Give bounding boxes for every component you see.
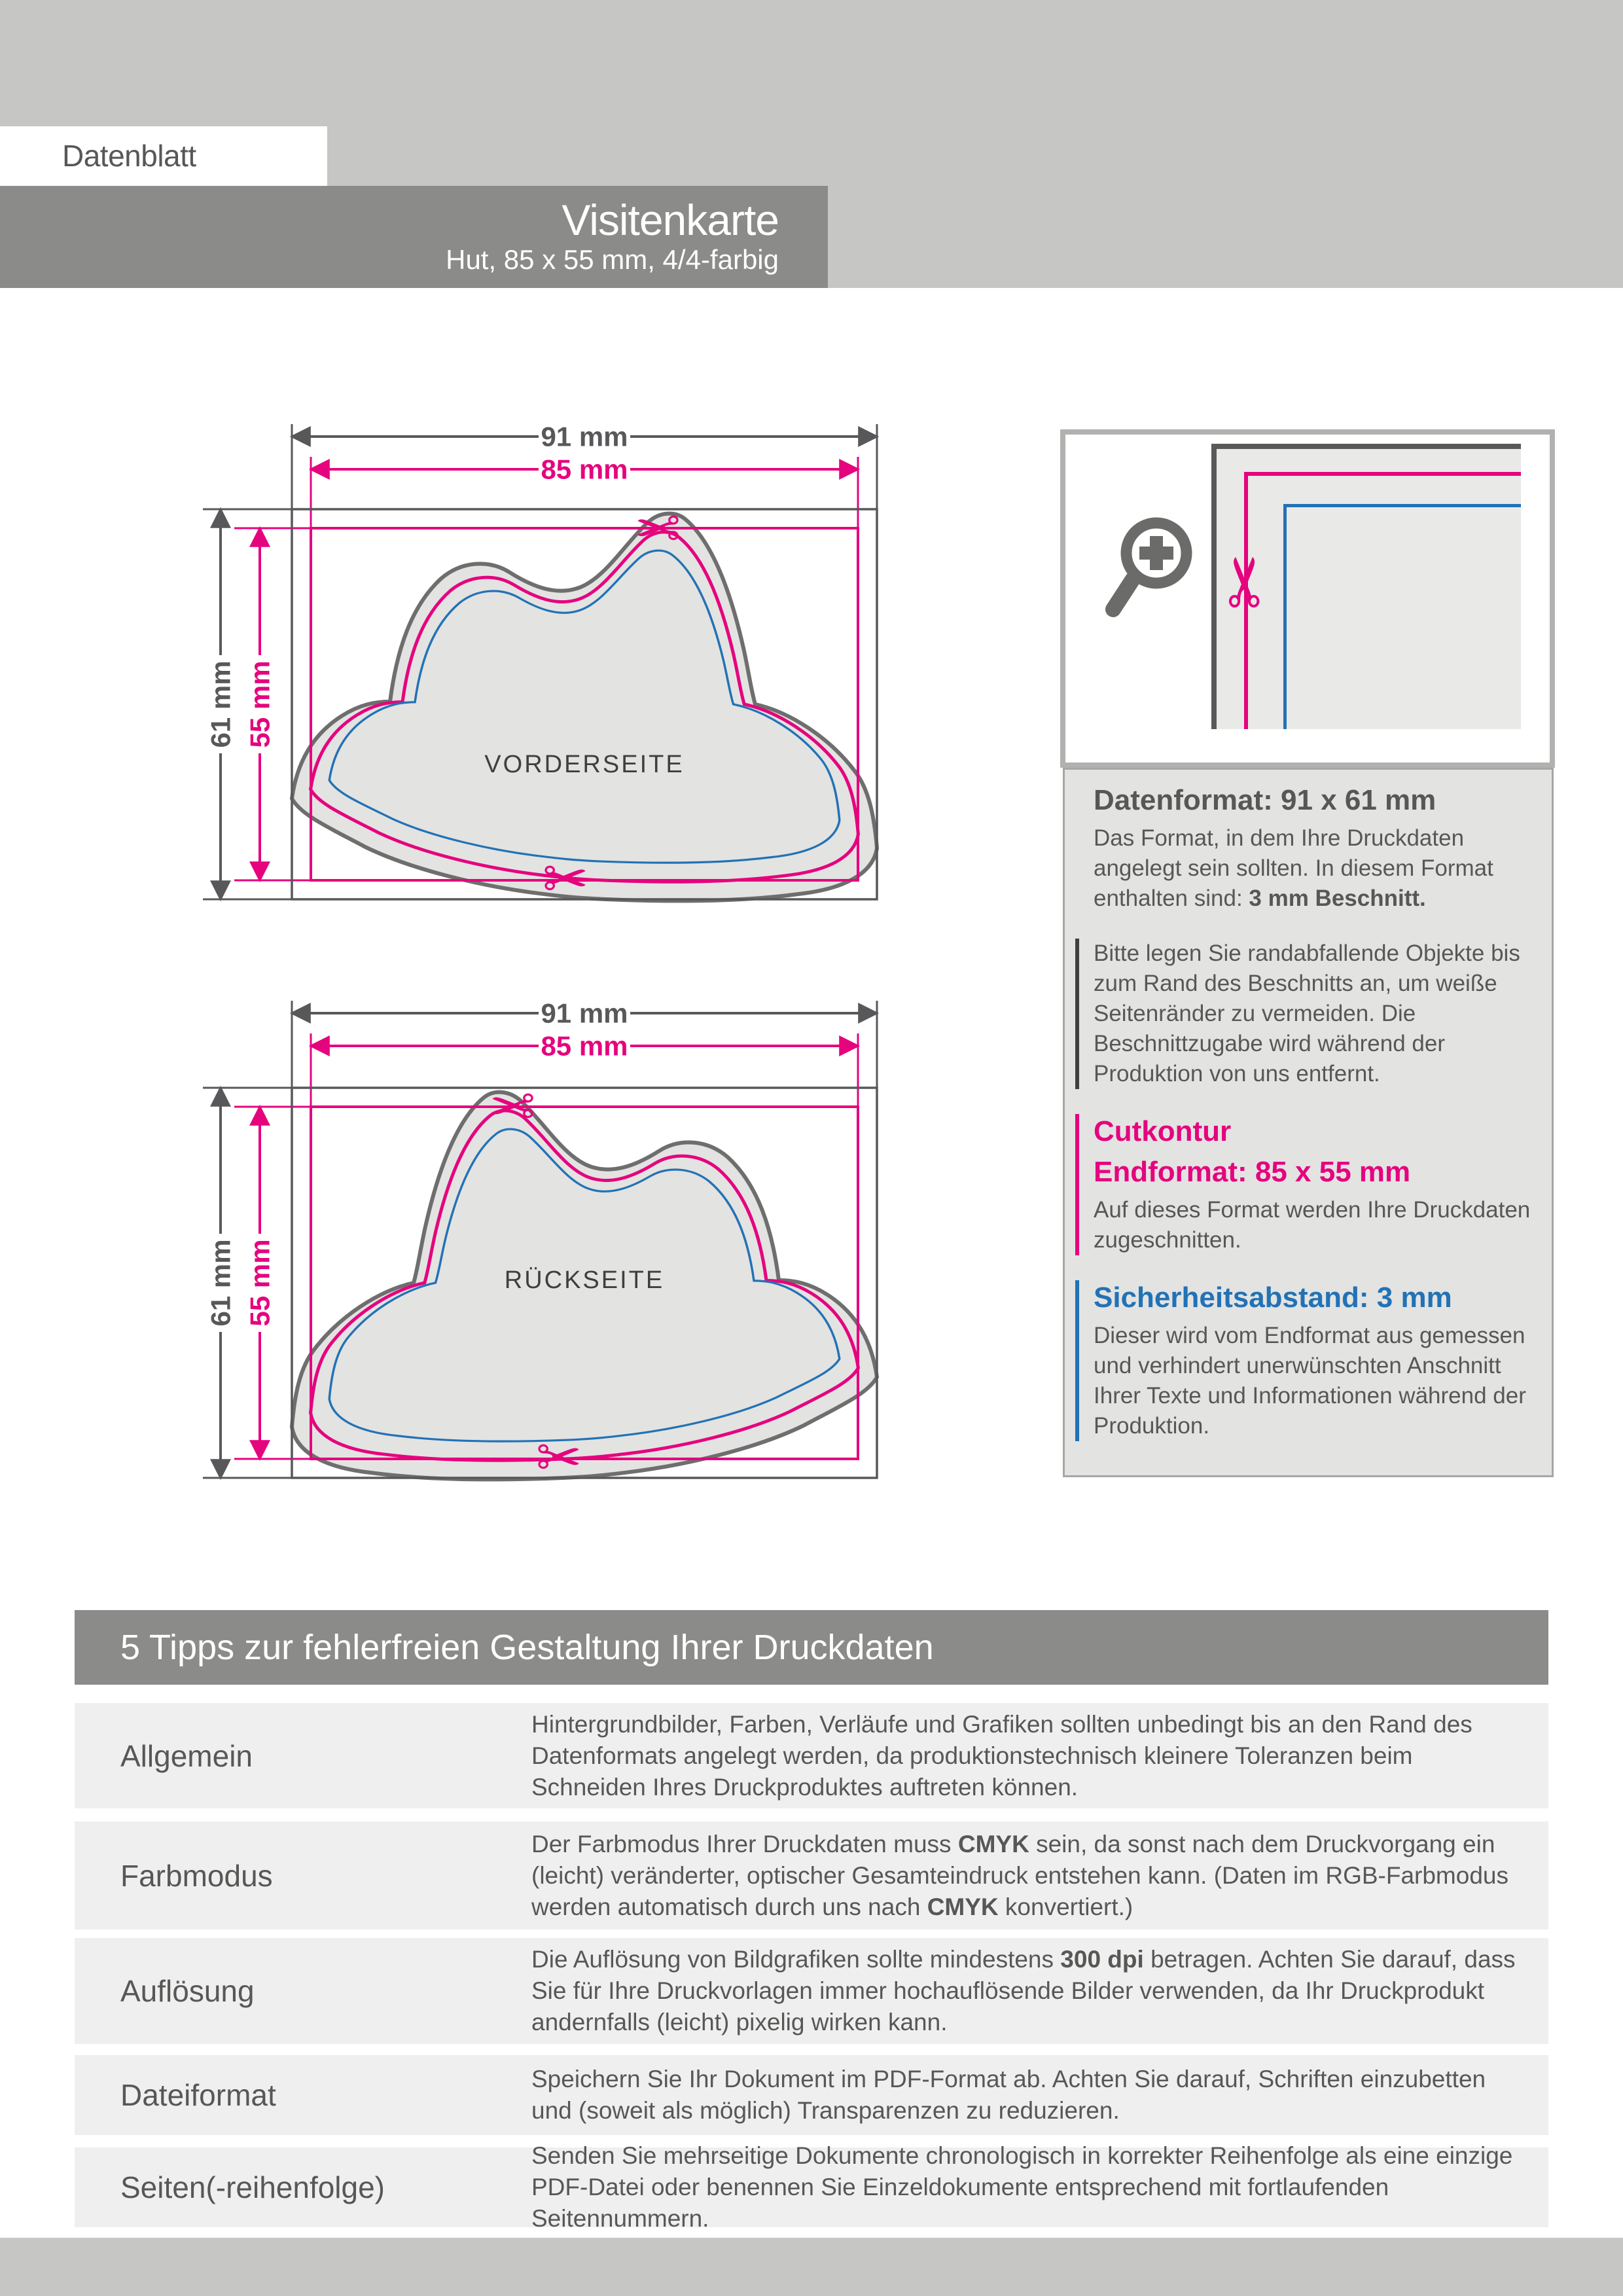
sheet-label-box: [0, 126, 327, 186]
diagram-front: [196, 406, 929, 929]
tip-text: Die Auflösung von Bildgrafiken sollte mindestens 300 dpi betragen. Achten Sie darauf, dass Sie für Ihre Druckvorlagen immer hochauflösende Bilder verwenden, da Ihr Druckprodukt andernfalls (leicht) pixelig wirken kann.: [531, 1946, 1516, 2036]
side-label-back: RÜCKSEITE: [504, 1266, 665, 1294]
dim-label-outer-height: 61 mm: [205, 1239, 236, 1327]
datenformat-block: [1094, 783, 1533, 914]
diagram-back: [196, 982, 929, 1505]
tip-label: Dateiformat: [120, 2078, 276, 2112]
tips-heading: 5 Tipps zur fehlerfreien Gestaltung Ihrer Druckdaten: [120, 1628, 934, 1667]
product-subtitle: Hut, 85 x 55 mm, 4/4-farbig: [446, 244, 779, 275]
datenformat-heading: Datenformat: 91 x 61 mm: [1094, 784, 1436, 816]
scissors-icon: ✂: [489, 1075, 536, 1139]
tip-label: Seiten(-reihenfolge): [120, 2170, 385, 2204]
product-title: Visitenkarte: [562, 196, 779, 244]
tip-label: Allgemein: [120, 1738, 253, 1773]
scissors-icon: ✂: [634, 497, 681, 561]
tip-label: Auflösung: [120, 1974, 255, 2008]
detail-cut-line-h: [1244, 472, 1521, 476]
tip-row-farbmodus: [75, 1821, 1548, 1929]
product-banner: [0, 186, 828, 288]
endformat-body: Auf dieses Format werden Ihre Druckdaten zugeschnitten.: [1094, 1197, 1531, 1253]
dim-label-outer-height: 61 mm: [205, 660, 236, 748]
tip-text: Senden Sie mehrseitige Dokumente chronologisch in korrekter Reihenfolge als eine einzige PDF-Datei oder benennen Sie Einzeldokumente entsprechend mit fortlaufenden Seitennummern.: [531, 2142, 1513, 2232]
safety-body: Dieser wird vom Endformat aus gemessen und verhindert unerwünschten Anschnitt Ihrer Texte und Informationen während der Produktion.: [1094, 1323, 1526, 1439]
bleed-note-block: [1075, 939, 1533, 1089]
detail-safety-line-h: [1283, 504, 1521, 507]
safety-heading: Sicherheitsabstand: 3 mm: [1094, 1282, 1452, 1314]
corner-detail-box: [1060, 429, 1555, 768]
magnifier-plus-icon: [1101, 510, 1206, 634]
detail-dataformat-line-h: [1211, 444, 1521, 449]
dim-label-inner-width: 85 mm: [541, 454, 628, 485]
dim-label-inner-height: 55 mm: [244, 660, 276, 748]
hat-bleed-contour: [292, 514, 877, 901]
tip-text: Der Farbmodus Ihrer Druckdaten muss CMYK sein, da sonst nach dem Druckvorgang ein (leicht) veränderter, optischer Gesamteindruck entstehen kann. (Daten im RGB-Farbmodus werden automatisch durch uns nach CMYK konvertiert.): [531, 1830, 1508, 1920]
tip-label: Farbmodus: [120, 1858, 273, 1893]
scissors-icon: ✂: [542, 847, 589, 911]
tip-row-dateiformat: [75, 2055, 1548, 2135]
safety-block: [1075, 1280, 1533, 1441]
dim-label-outer-width: 91 mm: [541, 997, 628, 1029]
hat-shape-front: [292, 514, 877, 901]
tips-banner: [75, 1610, 1548, 1685]
datenformat-body: Das Format, in dem Ihre Druckdaten angelegt sein sollten. In diesem Format enthalten sind: 3 mm Beschnitt.: [1094, 825, 1493, 911]
scissors-icon: ✂: [535, 1426, 582, 1490]
footer-band: [0, 2238, 1623, 2296]
tip-text: Hintergrundbilder, Farben, Verläufe und Grafiken sollten unbedingt bis an den Rand des Datenformats angelegt werden, da produktionstechnisch kleinere Toleranzen beim Schneiden Ihres Druckproduktes auftreten können.: [531, 1710, 1472, 1801]
tip-row-aufloesung: [75, 1938, 1548, 2044]
cutkontur-block: [1075, 1114, 1533, 1255]
bleed-note: Bitte legen Sie randabfallende Objekte bis zum Rand des Beschnitts an, um weiße Seitenränder zu vermeiden. Die Beschnittzugabe wird während der Produktion von uns entfernt.: [1094, 941, 1520, 1086]
dim-label-inner-width: 85 mm: [541, 1030, 628, 1062]
info-panel: [1063, 768, 1554, 1477]
sheet-label: Datenblatt: [62, 139, 196, 173]
tip-row-allgemein: [75, 1703, 1548, 1808]
dim-label-inner-height: 55 mm: [244, 1239, 276, 1327]
dim-label-outer-width: 91 mm: [541, 421, 628, 452]
cutkontur-heading: Cutkontur: [1094, 1115, 1232, 1147]
side-label-front: VORDERSEITE: [484, 751, 685, 778]
endformat-heading: Endformat: 85 x 55 mm: [1094, 1156, 1411, 1188]
scissors-icon: ✂: [1205, 553, 1285, 611]
tip-row-seitenreihenfolge: [75, 2142, 1548, 2232]
tip-text: Speichern Sie Ihr Dokument im PDF-Format ab. Achten Sie darauf, Schriften einzubetten und (soweit als möglich) Transparenzen zu reduzieren.: [531, 2066, 1486, 2124]
